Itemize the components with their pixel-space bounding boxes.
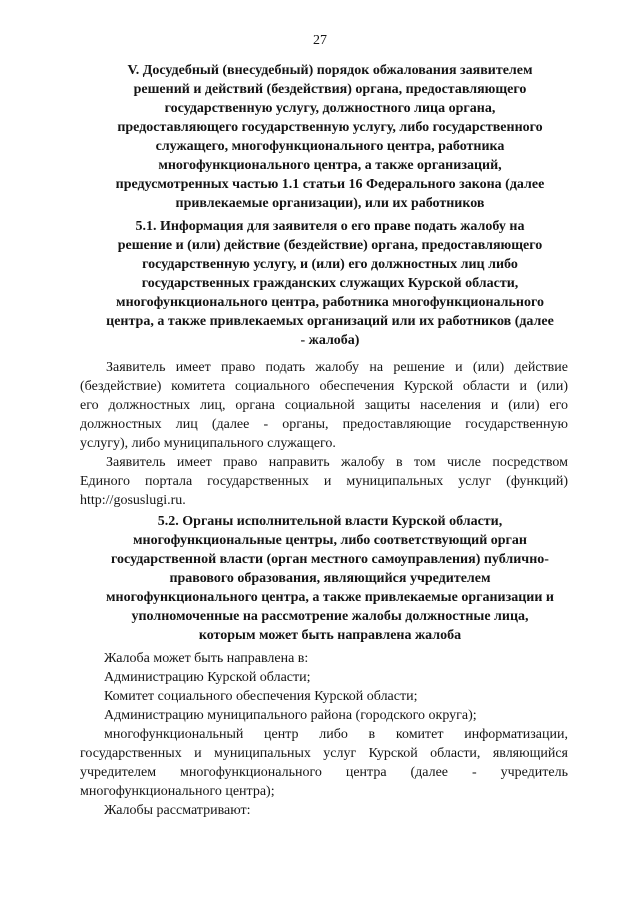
paragraph-line: Жалоба может быть направлена в:: [104, 651, 309, 666]
heading-line: уполномоченные на рассмотрение жалобы должностные лица,: [131, 609, 529, 624]
paragraph-line: Заявитель имеет право подать жалобу на решение и (или) действие: [106, 360, 568, 375]
paragraph-line: (бездействие) комитета социального обеспечения Курской области и (или): [80, 379, 568, 394]
heading-line: многофункционального центра, работника многофункционального: [116, 295, 544, 310]
paragraph-line: государственных и муниципальных услуг Курской области, являющийся: [80, 746, 568, 761]
paragraph-line: Заявитель имеет право направить жалобу в том числе посредством: [106, 455, 568, 470]
paragraph-line: должностных лиц (далее - органы, предоставляющие государственную: [80, 417, 568, 432]
heading-line: государственных гражданских служащих Курской области,: [141, 276, 519, 291]
heading-line: - жалоба): [300, 333, 360, 348]
heading-line: многофункционального центра, а также организаций,: [158, 158, 502, 173]
paragraph-line: Комитет социального обеспечения Курской области;: [104, 689, 418, 704]
heading-line: государственную услугу, должностного лица органа,: [164, 101, 496, 116]
heading-line: правового образования, являющийся учредителем: [169, 571, 491, 586]
section-5-heading: [90, 61, 570, 213]
section-5-1-heading: [80, 217, 580, 350]
heading-line: многофункционального центра, а также привлекаемые организации и: [106, 590, 554, 605]
paragraph-line: Единого портала государственных и муниципальных услуг (функций): [80, 474, 568, 489]
paragraph-line: http://gosuslugi.ru.: [80, 493, 186, 508]
heading-line: предусмотренных частью 1.1 статьи 16 Федерального закона (далее: [115, 177, 545, 192]
paragraph-line: Администрацию муниципального района (городского округа);: [104, 708, 477, 723]
heading-line: V. Досудебный (внесудебный) порядок обжалования заявителем: [127, 63, 533, 78]
heading-line: государственную услугу, и (или) его должностных лиц либо: [142, 257, 518, 272]
section-5-2-heading: [70, 512, 590, 645]
heading-line: решений и действий (бездействия) органа, предоставляющего: [133, 82, 527, 97]
heading-line: 5.1. Информация для заявителя о его праве подать жалобу на: [135, 219, 525, 234]
heading-line: центра, а также привлекаемых организаций или их работников (далее: [106, 314, 554, 329]
heading-line: решение и (или) действие (бездействие) органа, предоставляющего: [117, 238, 543, 253]
heading-line: 5.2. Органы исполнительной власти Курской области,: [157, 514, 503, 529]
heading-line: многофункциональные центры, либо соответствующий орган: [133, 533, 527, 548]
paragraph-line: его должностных лиц, органа социальной защиты населения и (или) его: [80, 398, 568, 413]
paragraph-line: учредителем многофункционального центра (далее - учредитель: [80, 765, 568, 780]
page-number: 27: [313, 33, 327, 48]
heading-line: которым может быть направлена жалоба: [198, 628, 462, 643]
paragraph-line: многофункционального центра);: [80, 784, 275, 799]
heading-line: служащего, многофункционального центра, работника: [155, 139, 505, 154]
heading-line: привлекаемые организации), или их работников: [175, 196, 485, 211]
paragraph-line: Администрацию Курской области;: [104, 670, 311, 685]
paragraph-line: многофункциональный центр либо в комитет информатизации,: [104, 727, 568, 742]
heading-line: государственной власти (орган местного самоуправления) публично-: [111, 552, 549, 567]
paragraph-line: Жалобы рассматривают:: [104, 803, 251, 818]
heading-line: предоставляющего государственную услугу, либо государственного: [117, 120, 543, 135]
paragraph-line: услугу), либо муниципального служащего.: [80, 436, 336, 451]
section-5-1-paragraphs: [80, 358, 568, 510]
section-5-2-paragraphs: [80, 649, 568, 820]
